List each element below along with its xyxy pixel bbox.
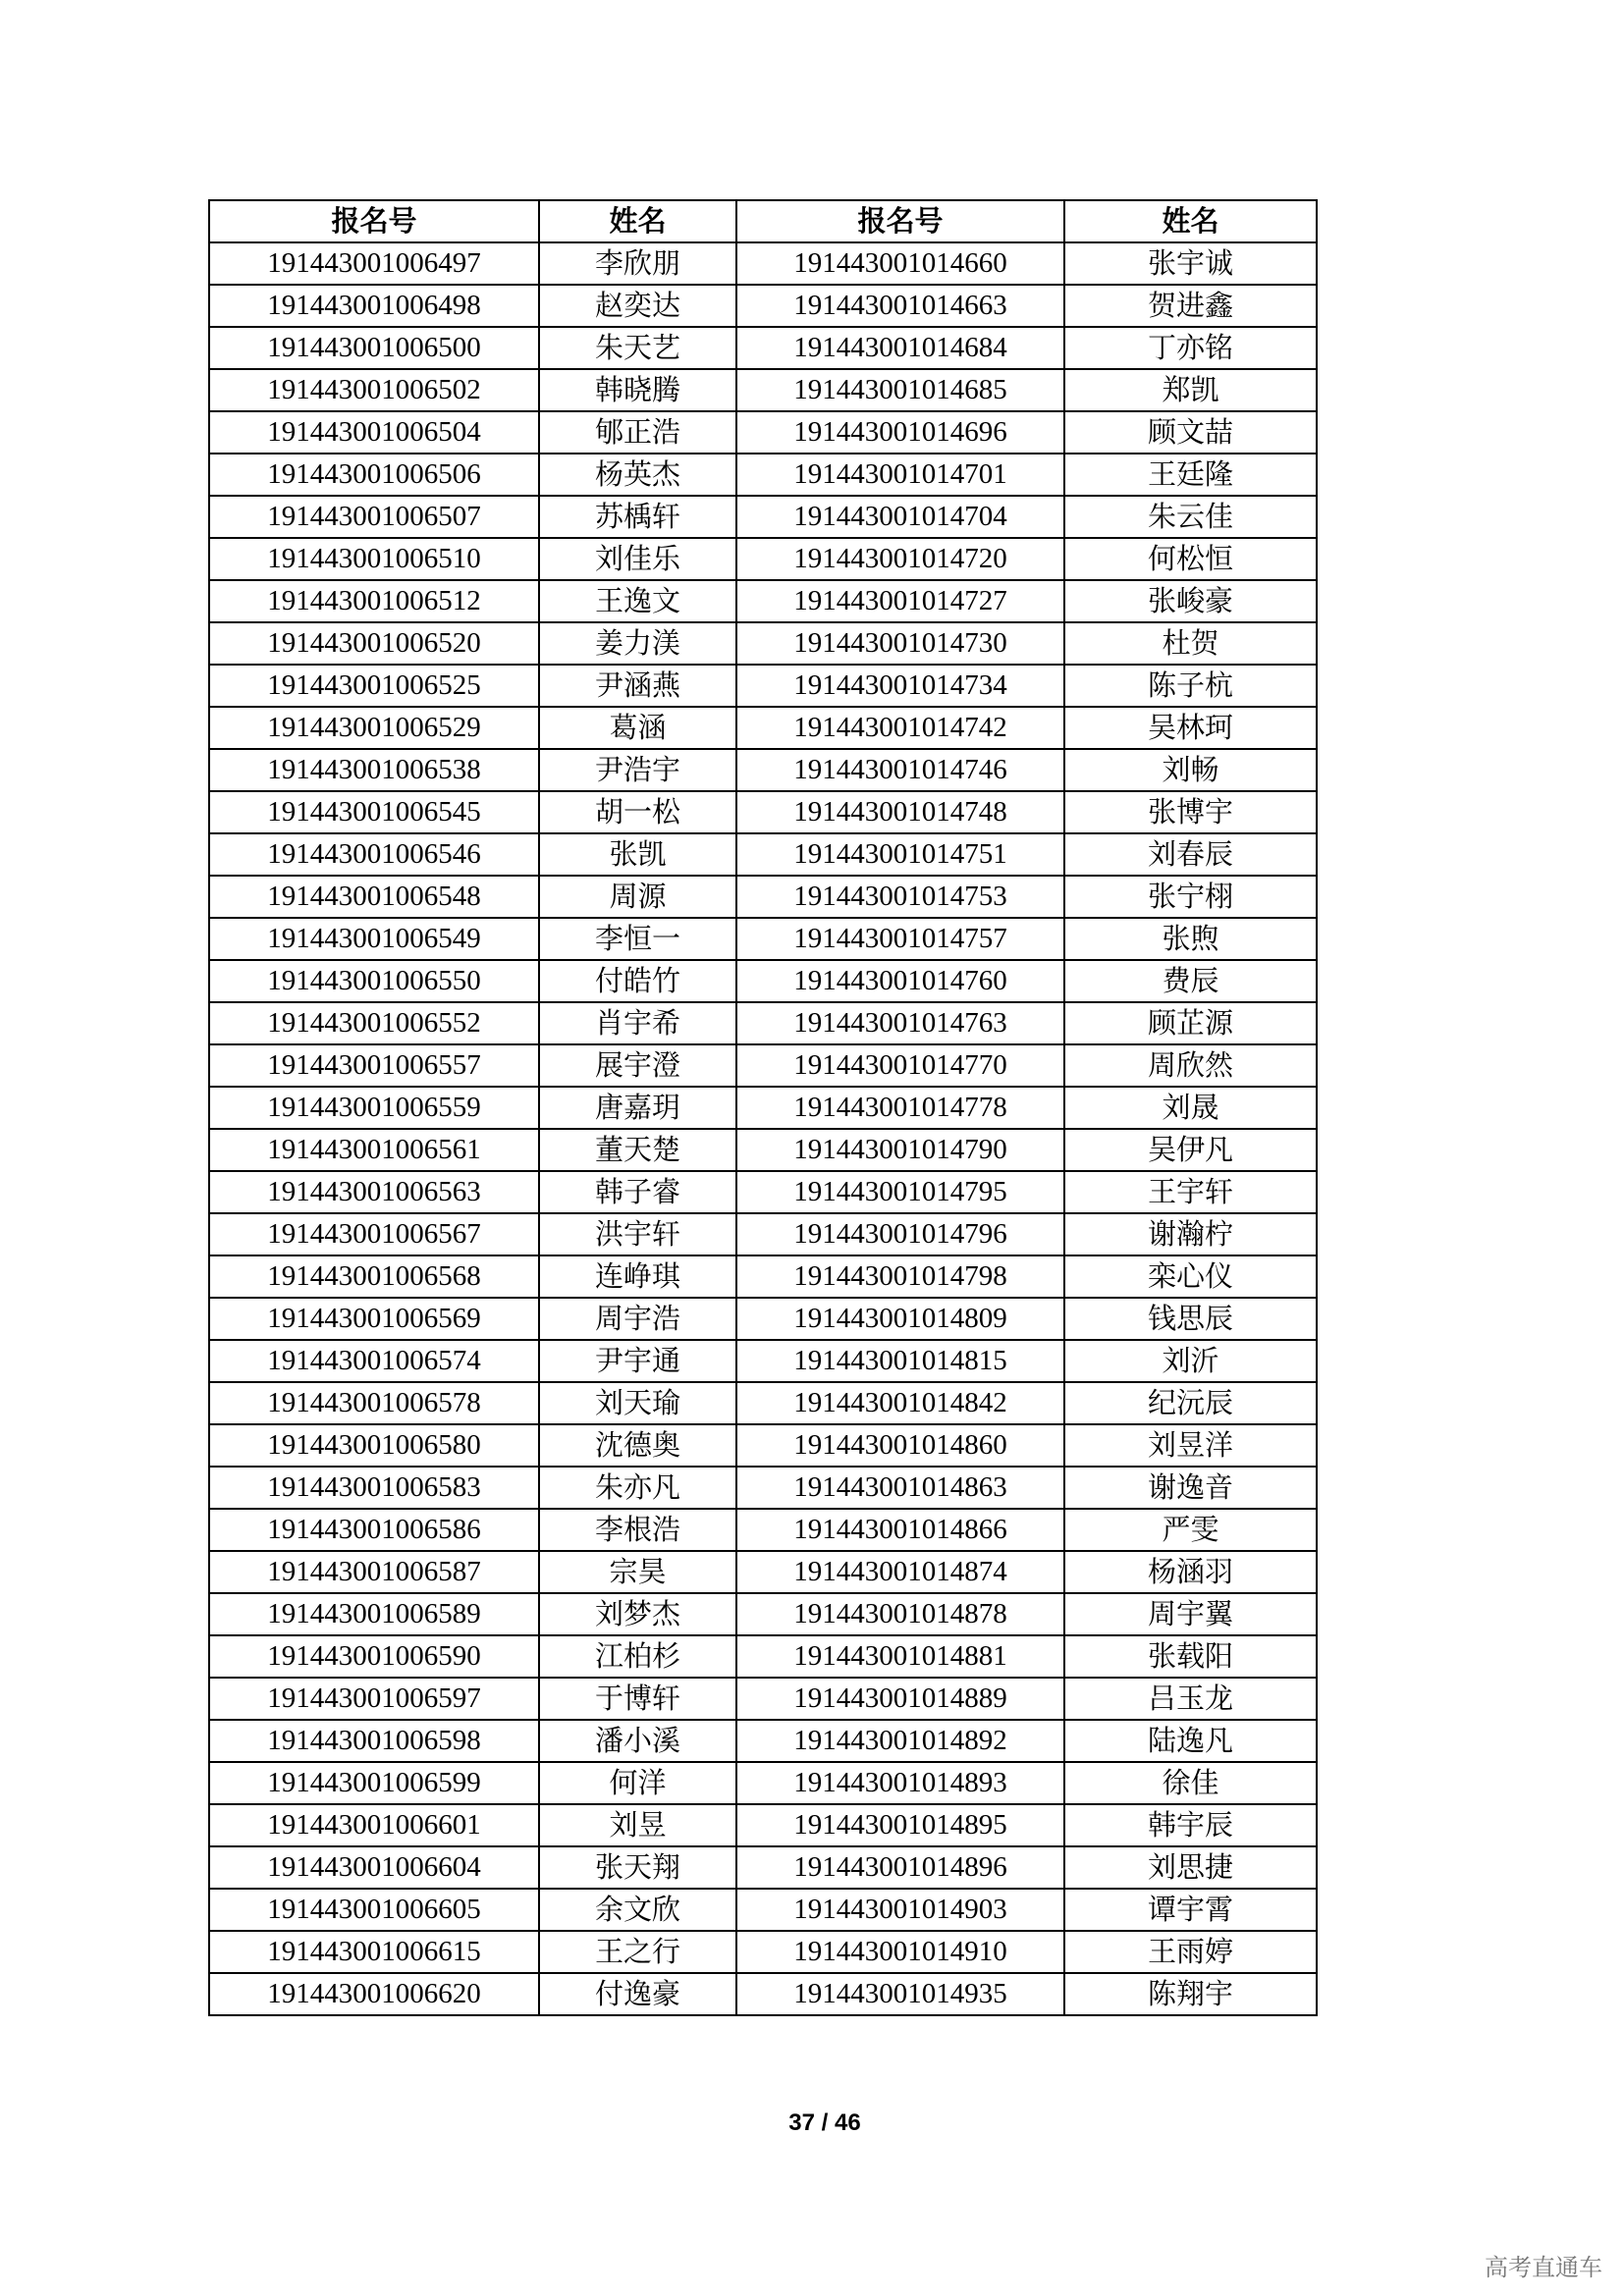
- registration-number-cell: 191443001014730: [736, 622, 1064, 665]
- registration-number-cell: 191443001014746: [736, 749, 1064, 791]
- table-row: [209, 1931, 1317, 1973]
- header-name-right: 姓名: [1064, 200, 1317, 242]
- table-row: [209, 960, 1317, 1002]
- name-cell: 赵奕达: [539, 285, 736, 327]
- table-row: [209, 411, 1317, 454]
- registration-number-cell: 191443001014842: [736, 1382, 1064, 1424]
- table-row: [209, 749, 1317, 791]
- registration-number-cell: 191443001014684: [736, 327, 1064, 369]
- table-row: [209, 454, 1317, 496]
- registration-number-cell: 191443001014663: [736, 285, 1064, 327]
- registration-number-cell: 191443001006601: [209, 1804, 539, 1846]
- name-cell: 徐佳: [1064, 1762, 1317, 1804]
- name-cell: 王廷隆: [1064, 454, 1317, 496]
- registration-number-cell: 191443001006506: [209, 454, 539, 496]
- name-cell: 刘春辰: [1064, 833, 1317, 876]
- registration-number-cell: 191443001006525: [209, 665, 539, 707]
- registration-number-cell: 191443001014878: [736, 1593, 1064, 1635]
- name-cell: 张宇诚: [1064, 242, 1317, 285]
- table-row: [209, 1467, 1317, 1509]
- name-cell: 费辰: [1064, 960, 1317, 1002]
- name-cell: 张天翔: [539, 1846, 736, 1889]
- table-row: [209, 369, 1317, 411]
- registration-number-cell: 191443001014720: [736, 538, 1064, 580]
- table-row: [209, 665, 1317, 707]
- registration-number-cell: 191443001006597: [209, 1678, 539, 1720]
- name-cell: 沈德奥: [539, 1424, 736, 1467]
- name-cell: 刘昱洋: [1064, 1424, 1317, 1467]
- registration-number-cell: 191443001014751: [736, 833, 1064, 876]
- name-cell: 刘晟: [1064, 1087, 1317, 1129]
- name-cell: 李恒一: [539, 918, 736, 960]
- name-cell: 吴林珂: [1064, 707, 1317, 749]
- registration-number-cell: 191443001014881: [736, 1635, 1064, 1678]
- registration-table: [208, 199, 1318, 2016]
- name-cell: 葛涵: [539, 707, 736, 749]
- registration-number-cell: 191443001006599: [209, 1762, 539, 1804]
- registration-number-cell: 191443001014790: [736, 1129, 1064, 1171]
- registration-number-cell: 191443001006580: [209, 1424, 539, 1467]
- registration-number-cell: 191443001006498: [209, 285, 539, 327]
- name-cell: 郑凯: [1064, 369, 1317, 411]
- name-cell: 贺进鑫: [1064, 285, 1317, 327]
- table-row: [209, 791, 1317, 833]
- name-cell: 顾芷源: [1064, 1002, 1317, 1044]
- name-cell: 江柏杉: [539, 1635, 736, 1678]
- registration-number-cell: 191443001014701: [736, 454, 1064, 496]
- name-cell: 周欣然: [1064, 1044, 1317, 1087]
- table-row: [209, 1678, 1317, 1720]
- table-row: [209, 496, 1317, 538]
- table-row: [209, 1087, 1317, 1129]
- name-cell: 顾文喆: [1064, 411, 1317, 454]
- name-cell: 李欣朋: [539, 242, 736, 285]
- registration-number-cell: 191443001006510: [209, 538, 539, 580]
- name-cell: 栾心仪: [1064, 1255, 1317, 1298]
- registration-number-cell: 191443001006559: [209, 1087, 539, 1129]
- name-cell: 余文欣: [539, 1889, 736, 1931]
- header-registration-number-left: 报名号: [209, 200, 539, 242]
- name-cell: 吕玉龙: [1064, 1678, 1317, 1720]
- name-cell: 潘小溪: [539, 1720, 736, 1762]
- table-row: [209, 1213, 1317, 1255]
- name-cell: 刘梦杰: [539, 1593, 736, 1635]
- name-cell: 杨英杰: [539, 454, 736, 496]
- name-cell: 王之行: [539, 1931, 736, 1973]
- registration-number-cell: 191443001014910: [736, 1931, 1064, 1973]
- name-cell: 宗昊: [539, 1551, 736, 1593]
- registration-number-cell: 191443001014660: [736, 242, 1064, 285]
- registration-number-cell: 191443001006497: [209, 242, 539, 285]
- name-cell: 尹宇通: [539, 1340, 736, 1382]
- registration-number-cell: 191443001006604: [209, 1846, 539, 1889]
- registration-number-cell: 191443001014760: [736, 960, 1064, 1002]
- name-cell: 刘沂: [1064, 1340, 1317, 1382]
- name-cell: 刘畅: [1064, 749, 1317, 791]
- name-cell: 张博宇: [1064, 791, 1317, 833]
- name-cell: 董天楚: [539, 1129, 736, 1171]
- table-row: [209, 1382, 1317, 1424]
- name-cell: 张载阳: [1064, 1635, 1317, 1678]
- registration-number-cell: 191443001006538: [209, 749, 539, 791]
- page-number: 37 / 46: [788, 2109, 861, 2136]
- registration-number-cell: 191443001014795: [736, 1171, 1064, 1213]
- registration-number-cell: 191443001014935: [736, 1973, 1064, 2015]
- registration-number-cell: 191443001014763: [736, 1002, 1064, 1044]
- registration-number-cell: 191443001006574: [209, 1340, 539, 1382]
- name-cell: 周源: [539, 876, 736, 918]
- table-row: [209, 1424, 1317, 1467]
- name-cell: 张宁栩: [1064, 876, 1317, 918]
- name-cell: 韩宇辰: [1064, 1804, 1317, 1846]
- registration-number-cell: 191443001006500: [209, 327, 539, 369]
- registration-number-cell: 191443001006549: [209, 918, 539, 960]
- registration-number-cell: 191443001014860: [736, 1424, 1064, 1467]
- name-cell: 钱思辰: [1064, 1298, 1317, 1340]
- table-row: [209, 327, 1317, 369]
- name-cell: 周宇浩: [539, 1298, 736, 1340]
- registration-number-cell: 191443001014798: [736, 1255, 1064, 1298]
- table-row: [209, 1340, 1317, 1382]
- name-cell: 谭宇霄: [1064, 1889, 1317, 1931]
- registration-number-cell: 191443001006605: [209, 1889, 539, 1931]
- table-body: [209, 242, 1317, 2015]
- registration-number-cell: 191443001006548: [209, 876, 539, 918]
- registration-number-cell: 191443001006568: [209, 1255, 539, 1298]
- table-row: [209, 1889, 1317, 1931]
- registration-number-cell: 191443001006620: [209, 1973, 539, 2015]
- header-row: [209, 200, 1317, 242]
- registration-number-cell: 191443001014696: [736, 411, 1064, 454]
- name-cell: 严雯: [1064, 1509, 1317, 1551]
- name-cell: 谢瀚柠: [1064, 1213, 1317, 1255]
- name-cell: 陈翔宇: [1064, 1973, 1317, 2015]
- name-cell: 胡一松: [539, 791, 736, 833]
- table-row: [209, 1255, 1317, 1298]
- table-row: [209, 242, 1317, 285]
- registration-number-cell: 191443001014727: [736, 580, 1064, 622]
- name-cell: 刘佳乐: [539, 538, 736, 580]
- registration-number-cell: 191443001006561: [209, 1129, 539, 1171]
- registration-number-cell: 191443001006615: [209, 1931, 539, 1973]
- name-cell: 展宇澄: [539, 1044, 736, 1087]
- table-row: [209, 1129, 1317, 1171]
- table-row: [209, 876, 1317, 918]
- name-cell: 王逸文: [539, 580, 736, 622]
- table-row: [209, 285, 1317, 327]
- table-row: [209, 918, 1317, 960]
- name-cell: 肖宇希: [539, 1002, 736, 1044]
- table-row: [209, 833, 1317, 876]
- table-row: [209, 1973, 1317, 2015]
- registration-number-cell: 191443001014815: [736, 1340, 1064, 1382]
- name-cell: 李根浩: [539, 1509, 736, 1551]
- name-cell: 刘天瑜: [539, 1382, 736, 1424]
- name-cell: 刘思捷: [1064, 1846, 1317, 1889]
- table-row: [209, 1551, 1317, 1593]
- registration-number-cell: 191443001014892: [736, 1720, 1064, 1762]
- registration-number-cell: 191443001014770: [736, 1044, 1064, 1087]
- name-cell: 张煦: [1064, 918, 1317, 960]
- name-cell: 尹浩宇: [539, 749, 736, 791]
- name-cell: 陆逸凡: [1064, 1720, 1317, 1762]
- registration-number-cell: 191443001014895: [736, 1804, 1064, 1846]
- name-cell: 于博轩: [539, 1678, 736, 1720]
- registration-number-cell: 191443001006550: [209, 960, 539, 1002]
- registration-number-cell: 191443001006586: [209, 1509, 539, 1551]
- name-cell: 付逸豪: [539, 1973, 736, 2015]
- registration-number-cell: 191443001014866: [736, 1509, 1064, 1551]
- registration-number-cell: 191443001014893: [736, 1762, 1064, 1804]
- header-registration-number-right: 报名号: [736, 200, 1064, 242]
- table-row: [209, 1002, 1317, 1044]
- registration-number-cell: 191443001014778: [736, 1087, 1064, 1129]
- registration-number-cell: 191443001014796: [736, 1213, 1064, 1255]
- header-name-left: 姓名: [539, 200, 736, 242]
- table-row: [209, 1171, 1317, 1213]
- watermark: 高考直通车: [1485, 2254, 1602, 2281]
- registration-number-cell: 191443001006598: [209, 1720, 539, 1762]
- registration-number-cell: 191443001006583: [209, 1467, 539, 1509]
- registration-number-cell: 191443001006545: [209, 791, 539, 833]
- name-cell: 何洋: [539, 1762, 736, 1804]
- name-cell: 朱云佳: [1064, 496, 1317, 538]
- registration-number-cell: 191443001014685: [736, 369, 1064, 411]
- name-cell: 洪宇轩: [539, 1213, 736, 1255]
- name-cell: 何松恒: [1064, 538, 1317, 580]
- name-cell: 丁亦铭: [1064, 327, 1317, 369]
- name-cell: 苏楀轩: [539, 496, 736, 538]
- registration-number-cell: 191443001006563: [209, 1171, 539, 1213]
- name-cell: 杜贺: [1064, 622, 1317, 665]
- table-row: [209, 1635, 1317, 1678]
- table-row: [209, 1762, 1317, 1804]
- registration-number-cell: 191443001014757: [736, 918, 1064, 960]
- registration-number-cell: 191443001014874: [736, 1551, 1064, 1593]
- table-row: [209, 1044, 1317, 1087]
- name-cell: 韩子睿: [539, 1171, 736, 1213]
- registration-number-cell: 191443001006546: [209, 833, 539, 876]
- name-cell: 王雨婷: [1064, 1931, 1317, 1973]
- table-row: [209, 580, 1317, 622]
- registration-number-cell: 191443001014734: [736, 665, 1064, 707]
- table-row: [209, 538, 1317, 580]
- registration-number-cell: 191443001006578: [209, 1382, 539, 1424]
- name-cell: 谢逸音: [1064, 1467, 1317, 1509]
- name-cell: 陈子杭: [1064, 665, 1317, 707]
- registration-number-cell: 191443001014863: [736, 1467, 1064, 1509]
- name-cell: 连峥琪: [539, 1255, 736, 1298]
- registration-number-cell: 191443001006589: [209, 1593, 539, 1635]
- registration-number-cell: 191443001006587: [209, 1551, 539, 1593]
- name-cell: 刘昱: [539, 1804, 736, 1846]
- registration-number-cell: 191443001006569: [209, 1298, 539, 1340]
- name-cell: 周宇翼: [1064, 1593, 1317, 1635]
- table-row: [209, 1720, 1317, 1762]
- table-row: [209, 1509, 1317, 1551]
- name-cell: 杨涵羽: [1064, 1551, 1317, 1593]
- name-cell: 尹涵燕: [539, 665, 736, 707]
- registration-number-cell: 191443001006507: [209, 496, 539, 538]
- name-cell: 纪沅辰: [1064, 1382, 1317, 1424]
- name-cell: 张峻豪: [1064, 580, 1317, 622]
- registration-number-cell: 191443001006502: [209, 369, 539, 411]
- name-cell: 朱天艺: [539, 327, 736, 369]
- registration-number-cell: 191443001014742: [736, 707, 1064, 749]
- registration-number-cell: 191443001014809: [736, 1298, 1064, 1340]
- name-cell: 付皓竹: [539, 960, 736, 1002]
- registration-number-cell: 191443001006529: [209, 707, 539, 749]
- registration-number-cell: 191443001006552: [209, 1002, 539, 1044]
- registration-number-cell: 191443001014753: [736, 876, 1064, 918]
- table-row: [209, 622, 1317, 665]
- name-cell: 唐嘉玥: [539, 1087, 736, 1129]
- registration-number-cell: 191443001014896: [736, 1846, 1064, 1889]
- name-cell: 王宇轩: [1064, 1171, 1317, 1213]
- registration-number-cell: 191443001014903: [736, 1889, 1064, 1931]
- registration-number-cell: 191443001006504: [209, 411, 539, 454]
- table-row: [209, 1298, 1317, 1340]
- name-cell: 吴伊凡: [1064, 1129, 1317, 1171]
- name-cell: 姜力渼: [539, 622, 736, 665]
- table-row: [209, 1804, 1317, 1846]
- registration-number-cell: 191443001014748: [736, 791, 1064, 833]
- registration-number-cell: 191443001006590: [209, 1635, 539, 1678]
- registration-number-cell: 191443001014704: [736, 496, 1064, 538]
- name-cell: 张凯: [539, 833, 736, 876]
- table-row: [209, 1846, 1317, 1889]
- table-row: [209, 1593, 1317, 1635]
- registration-number-cell: 191443001006557: [209, 1044, 539, 1087]
- name-cell: 韩晓腾: [539, 369, 736, 411]
- registration-number-cell: 191443001006512: [209, 580, 539, 622]
- registration-number-cell: 191443001006567: [209, 1213, 539, 1255]
- table-row: [209, 707, 1317, 749]
- registration-number-cell: 191443001006520: [209, 622, 539, 665]
- registration-number-cell: 191443001014889: [736, 1678, 1064, 1720]
- name-cell: 朱亦凡: [539, 1467, 736, 1509]
- name-cell: 郇正浩: [539, 411, 736, 454]
